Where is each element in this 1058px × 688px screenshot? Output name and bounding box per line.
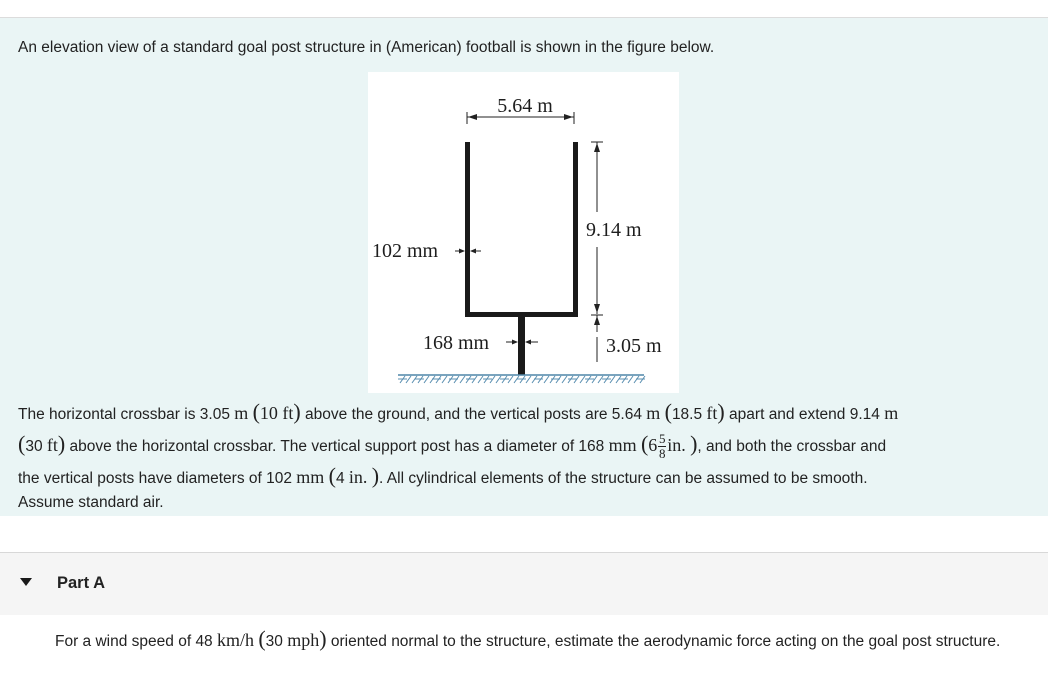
ground-hatching: [398, 376, 645, 383]
description-line-3: the vertical posts have diameters of 102 mm (4 in. ). All cylindrical elements of the structure can be assumed to be smooth.: [18, 463, 868, 488]
part-a-header[interactable]: [0, 552, 1048, 615]
problem-description: [18, 397, 1022, 513]
left-upright: [465, 142, 470, 317]
support-diameter-label: 168 mm: [423, 332, 490, 354]
ground-hatch-stroke: [580, 376, 585, 383]
width-arrow-right: [564, 114, 573, 120]
part-a-title[interactable]: Part A: [57, 574, 105, 592]
post-height-label: 9.14 m: [586, 219, 642, 241]
width-label: 5.64 m: [497, 95, 553, 117]
description-line-4: Assume standard air.: [18, 494, 164, 511]
crossbar-height-arrow-top: [594, 316, 600, 325]
ground-hatch-stroke: [628, 376, 633, 383]
ground-hatch-stroke: [562, 376, 567, 383]
crossbar: [465, 312, 578, 317]
collapse-triangle-icon[interactable]: [20, 578, 32, 586]
ground-hatch-stroke: [526, 376, 531, 383]
goal-post-diagram: [368, 72, 679, 393]
problem-statement-panel: [0, 18, 1048, 516]
part-a-question: For a wind speed of 48 km/h (30 mph) oriented normal to the structure, estimate the aerodynamic force acting on the goal post structure.: [55, 626, 1001, 651]
ground-hatch-stroke: [544, 376, 549, 383]
fraction-five-eighths: $\frac{5}{8}$: [659, 431, 666, 462]
right-upright: [573, 142, 578, 317]
support-diameter-arrow-right: [525, 340, 531, 345]
problem-intro: An elevation view of a standard goal post structure in (American) football is shown in the figure below.: [18, 39, 715, 56]
post-height-arrow-bottom: [594, 304, 600, 313]
post-height-arrow-top: [594, 143, 600, 152]
description-line-1: The horizontal crossbar is 3.05 m (10 ft) above the ground, and the vertical posts are 5.64 m (18.5 ft) apart and extend 9.14 m: [18, 399, 899, 424]
goal-post-figure: [368, 72, 679, 393]
ground-hatch-stroke: [460, 376, 465, 383]
post-diameter-arrow-right: [470, 249, 476, 254]
support-diameter-arrow-left: [512, 340, 518, 345]
description-line-2: (30 ft) above the horizontal crossbar. The vertical support post has a diameter of 168 mm (6 $\frac{5}{8}$ in. ), and both the crossbar and: [18, 431, 887, 462]
ground-hatch-stroke: [442, 376, 447, 383]
width-arrow-left: [468, 114, 477, 120]
ground-hatch-stroke: [478, 376, 483, 383]
ground-hatch-stroke: [424, 376, 429, 383]
section-gap: [0, 516, 1048, 552]
post-diameter-arrow-left: [459, 249, 465, 254]
post-diameter-label: 102 mm: [372, 240, 439, 262]
crossbar-height-label: 3.05 m: [606, 335, 662, 357]
support-post: [518, 317, 525, 375]
